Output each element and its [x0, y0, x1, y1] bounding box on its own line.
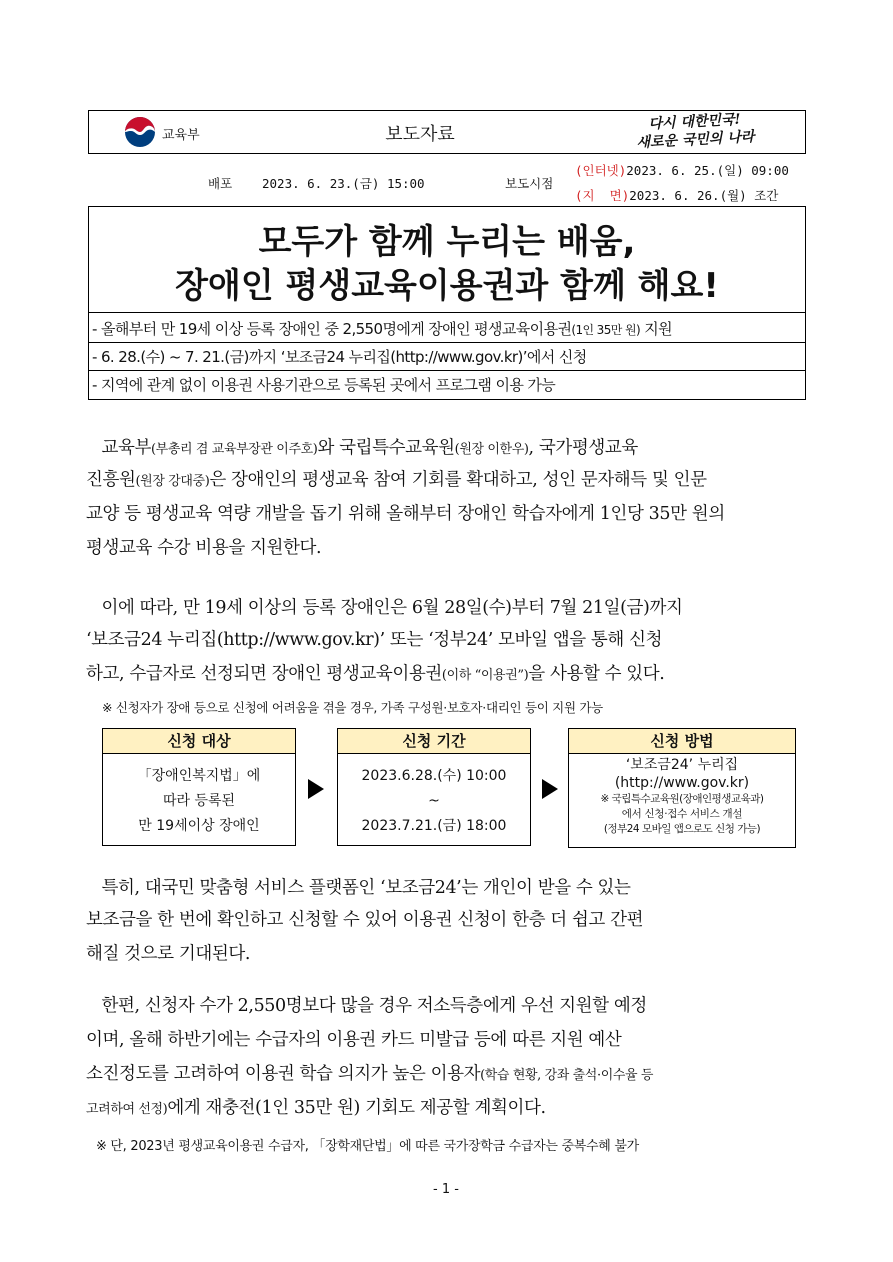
paper-label: (지 면): [575, 188, 630, 203]
text: , 국가평생교육: [528, 438, 638, 458]
method-line-2: (http://www.gov.kr): [614, 775, 750, 791]
target-body: [102, 754, 296, 846]
method-header: 신청 방법: [568, 728, 796, 754]
text: (학습 현황, 강좌 출석·이수율 등: [480, 1068, 654, 1083]
para3-line1: 특히, 대국민 맞춤형 서비스 플랫폼인 ‘보조금24’는 개인이 받을 수 있는: [86, 878, 631, 898]
target-line-3: 만 19세이상 장애인: [138, 818, 260, 834]
page-number: - 1 -: [433, 1182, 459, 1197]
para1-line3: 교양 등 평생교육 역량 개발을 돕기 위해 올해부터 장애인 학습자에게 1인당 35만 원의: [86, 504, 725, 524]
text: 하고, 수급자로 선정되면 장애인 평생교육이용권: [86, 664, 442, 684]
internet-date: 2023. 6. 25.(일) 09:00: [626, 163, 789, 178]
paper-date: 2023. 6. 26.(월) 조간: [629, 188, 779, 203]
paper-release: [575, 186, 778, 204]
para1-line4: 평생교육 수강 비용을 지원한다.: [86, 538, 322, 558]
text: (원장 강대중): [135, 474, 210, 489]
headline-title-line-2: 장애인 평생교육이용권과 함께 해요!: [175, 266, 719, 306]
para2-line2: ‘보조금24 누리집(http://www.gov.kr)’ 또는 ‘정부24’ 모바일 앱을 통해 신청: [86, 630, 663, 650]
bullet-divider: [88, 342, 806, 343]
para4-line1: 한편, 신청자 수가 2,550명보다 많을 경우 저소득층에게 우선 지원할 예정: [86, 996, 647, 1016]
method-body: [568, 754, 796, 848]
text: 와 국립특수교육원: [317, 438, 455, 458]
period-body: [337, 754, 531, 846]
period-end: 2023.7.21.(금) 18:00: [361, 818, 507, 834]
internet-label: (인터넷): [575, 163, 627, 178]
headline-bullet-2: - 6. 28.(수) ~ 7. 21.(금)까지 ‘보조금24 누리집(http://www.gov.kr)’에서 신청: [92, 348, 587, 366]
bullet-divider: [88, 370, 806, 371]
distribution-label: 배포: [208, 176, 233, 191]
target-line-2: 따라 등록된: [162, 793, 236, 809]
report-time-label: 보도시점: [505, 176, 554, 191]
application-note: ※ 신청자가 장애 등으로 신청에 어려움을 겪을 경우, 가족 구성원·보호자·대리인 등이 지원 가능: [102, 700, 603, 715]
slogan-line-1: 다시 대한민국!: [648, 111, 741, 133]
headline-title-line-1: 모두가 함께 누리는 배움,: [258, 222, 636, 262]
text: 은 장애인의 평생교육 참여 기회를 확대하고, 성인 문자해득 및 인문: [209, 470, 707, 490]
target-header: 신청 대상: [102, 728, 296, 754]
para4-line2: 이며, 올해 하반기에는 수급자의 이용권 카드 미발급 등에 따른 지원 예산: [86, 1030, 622, 1050]
text: 소진정도를 고려하여 이용권 학습 의지가 높은 이용자: [86, 1064, 481, 1084]
method-note-3: (정부24 모바일 앱으로도 신청 가능): [603, 823, 761, 835]
arrow-right-icon: [542, 779, 558, 799]
text: 교육부: [86, 438, 152, 458]
text: 을 사용할 수 있다.: [528, 664, 665, 684]
text: 진흥원: [86, 470, 136, 490]
distribution-date: 2023. 6. 23.(금) 15:00: [262, 176, 425, 191]
text: (이하 “이용권”): [441, 668, 529, 683]
para4-line4: [86, 1094, 808, 1119]
para1-line1: [86, 434, 808, 459]
text: 에게 재충전(1인 35만 원) 기회도 제공할 계획이다.: [167, 1098, 546, 1118]
bullet-1-text: - 올해부터 만 19세 이상 등록 장애인 중 2,550명에게 장애인 평생교육이용권: [92, 320, 572, 338]
footnote: ※ 단, 2023년 평생교육이용권 수급자, 「장학재단법」에 따른 국가장학금 수급자는 중복수혜 불가: [96, 1139, 639, 1154]
method-note-1: ※ 국립특수교육원(장애인평생교육과): [600, 793, 764, 805]
para2-line3: [86, 660, 808, 685]
para4-line3: [86, 1060, 808, 1085]
headline-divider: [88, 312, 806, 313]
doc-type-title: 보도자료: [385, 124, 455, 145]
method-note-2: 에서 신청·접수 서비스 개설: [621, 808, 743, 820]
slogan-line-2: 새로운 국민의 나라: [636, 128, 755, 152]
text: 고려하여 선정): [86, 1102, 168, 1117]
text: (원장 이한우): [454, 442, 529, 457]
headline-bullet-3: - 지역에 관계 없이 이용권 사용기관으로 등록된 곳에서 프로그램 이용 가능: [92, 376, 556, 394]
period-separator: ~: [428, 793, 440, 809]
bullet-1-end: 지원: [640, 320, 672, 338]
para1-line2: [86, 466, 808, 491]
arrow-right-icon: [308, 779, 324, 799]
ministry-emblem-icon: [124, 116, 156, 148]
period-header: 신청 기간: [337, 728, 531, 754]
period-start: 2023.6.28.(수) 10:00: [361, 768, 507, 784]
bullet-1-amount: (1인 35만 원): [571, 323, 641, 337]
para3-line2: 보조금을 한 번에 확인하고 신청할 수 있어 이용권 신청이 한층 더 쉽고 간편: [86, 910, 644, 930]
method-line-1: ‘보조금24’ 누리집: [625, 757, 739, 773]
headline-bullet-1: [92, 318, 802, 339]
target-line-1: 「장애인복지법」에: [137, 768, 261, 784]
ministry-name: 교육부: [162, 128, 200, 143]
para2-line1: 이에 따라, 만 19세 이상의 등록 장애인은 6월 28일(수)부터 7월 21일(금)까지: [86, 598, 683, 618]
para3-line3: 해질 것으로 기대된다.: [86, 944, 251, 964]
internet-release: [575, 161, 789, 179]
text: (부총리 겸 교육부장관 이주호): [151, 442, 318, 457]
